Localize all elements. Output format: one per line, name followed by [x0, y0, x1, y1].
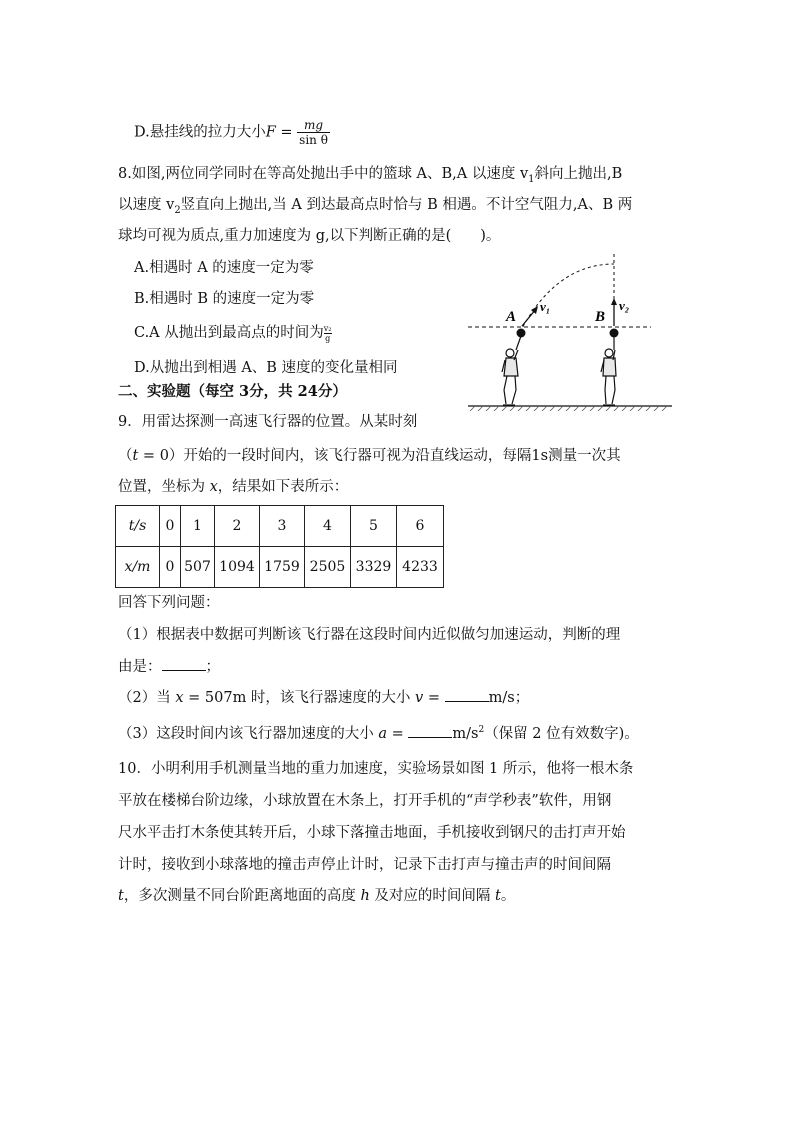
q8-stem-line1 — [118, 164, 622, 190]
q9-var-t: t — [132, 448, 139, 464]
q9-sub2 — [118, 687, 529, 708]
q9-text: = 0）开始的一段时间内，该飞行器可视为沿直线运动，每隔1s测量一次其 — [138, 448, 621, 464]
q9-sub1-end: ； — [205, 659, 220, 675]
q10-line3: 尺水平击打木条使其转开后，小球下落撞击地面，手机接收到钢尺的击打声开始 — [118, 825, 626, 841]
table-cell: 0 — [160, 547, 181, 588]
label-a: A — [506, 309, 517, 325]
q8-option-a: A.相遇时 A 的速度一定为零 — [134, 260, 314, 276]
q9-line2 — [118, 446, 621, 466]
q8-option-c-numerator: v₂ — [323, 323, 332, 333]
table-cell: 1094 — [215, 547, 260, 588]
q10-line2: 平放在楼梯台阶边缘，小球放置在木条上，打开手机的“声学秒表”软件，用钢 — [118, 793, 612, 809]
q8-stem-text: 8.如图,两位同学同时在等高处抛出手中的篮球 A、B,A 以速度 v — [118, 166, 529, 182]
q10-text: ，多次测量不同台阶距离地面的高度 — [123, 888, 361, 904]
q9-sub1-line1: （1）根据表中数据可判断该飞行器在这段时间内近似做匀加速运动，判断的理 — [118, 627, 621, 643]
q8-v2-subscript: 2 — [174, 204, 181, 216]
q8-option-c-text: C.A 从抛出到最高点的时间为 — [134, 325, 324, 341]
q7-option-d-var: F — [265, 124, 276, 141]
q8-option-c — [134, 323, 332, 343]
q9-sub2-text: = 507m 时，该飞行器速度的大小 — [183, 690, 416, 706]
table-cell: 3 — [260, 506, 305, 547]
table-cell: 507 — [181, 547, 215, 588]
label-v2: v₂ — [619, 298, 630, 313]
person-b-figure — [601, 336, 616, 405]
table-cell: 5 — [351, 506, 397, 547]
q9-sub1-text: 由是： — [118, 659, 162, 675]
answer-blank-2[interactable] — [445, 687, 489, 702]
q9-line3 — [118, 477, 348, 497]
q8-stem-line3: 球均可视为质点,重力加速度为 g,以下判断正确的是( )。 — [118, 228, 501, 244]
table-cell: 3329 — [351, 547, 397, 588]
table-cell: 0 — [160, 506, 181, 547]
table-row — [116, 506, 444, 547]
q9-sub1-line2 — [118, 656, 220, 677]
q9-sub3-var-a: a — [378, 725, 387, 742]
q9-answer-intro: 回答下列问题： — [118, 595, 220, 611]
q10-var-t: t — [495, 888, 501, 904]
q9-sub3-exponent: 2 — [478, 725, 485, 735]
q8-stem-text: 以速度 v — [118, 197, 175, 213]
table-cell: 6 — [397, 506, 444, 547]
answer-blank-3[interactable] — [408, 723, 452, 738]
q9-sub3-unit: m/s — [452, 725, 479, 742]
q10-line4: 计时，接收到小球落地的撞击声停止计时，记录下击打声与撞击声的时间间隔 — [118, 857, 611, 873]
q9-sub2-var-x: x — [175, 690, 184, 706]
label-v1: v₁ — [540, 299, 551, 314]
table-row — [116, 547, 444, 588]
q7-option-d-eq: = — [275, 124, 298, 141]
q9-sub3-eq: = — [387, 725, 409, 742]
q7-fraction-numerator: mg — [297, 118, 330, 133]
q7-option-d-fraction — [297, 118, 330, 147]
q7-fraction-denominator: sin θ — [299, 133, 328, 147]
q8-option-c-fraction — [324, 324, 332, 343]
table-cell: 4233 — [397, 547, 444, 588]
q10-line1: 10．小明利用手机测量当地的重力加速度，实验场景如图 1 所示，他将一根木条 — [118, 761, 634, 777]
q9-text: （ — [118, 448, 133, 464]
label-b: B — [595, 309, 606, 325]
table-cell: 2505 — [305, 547, 351, 588]
v2-arrowhead — [611, 298, 617, 305]
q8-option-b: B.相遇时 B 的速度一定为零 — [134, 291, 315, 307]
q9-data-table — [115, 505, 444, 588]
q9-sub2-text: （2）当 — [118, 690, 176, 706]
table-cell: 1759 — [260, 547, 305, 588]
q10-line5 — [118, 886, 515, 906]
q10-end: 。 — [500, 888, 516, 904]
table-header-x: x/m — [116, 547, 160, 588]
q9-sub3-text: （3）这段时间内该飞行器加速度的大小 — [118, 725, 379, 742]
q8-stem-line2 — [118, 195, 632, 221]
q8-figure — [466, 254, 686, 414]
q9-var-x: x — [209, 479, 218, 495]
q8-stem-text: 竖直向上抛出,当 A 到达最高点时恰与 B 相遇。不计空气阻力,A、B 两 — [180, 197, 633, 213]
q9-text: 位置，坐标为 — [118, 479, 210, 495]
q8-option-d: D.从抛出到相遇 A、B 速度的变化量相同 — [134, 360, 398, 376]
q9-sub3 — [118, 720, 639, 744]
q9-sub2-var-v: v — [415, 690, 424, 706]
q7-option-d-text: D.悬挂线的拉力大小 — [134, 124, 266, 141]
q7-option-d — [134, 118, 330, 147]
table-cell: 2 — [215, 506, 260, 547]
table-cell: 4 — [305, 506, 351, 547]
q10-var-t: t — [118, 888, 124, 904]
q9-sub2-unit: m/s； — [488, 690, 530, 706]
q8-stem-tail: 斜向上抛出,B — [534, 166, 623, 182]
table-header-t: t/s — [116, 506, 160, 547]
q9-text: ，结果如下表所示： — [217, 479, 349, 495]
q10-var-h: h — [360, 888, 370, 904]
person-a-figure — [502, 336, 521, 405]
q8-option-c-denominator: g — [325, 333, 331, 343]
answer-blank-1[interactable] — [162, 656, 206, 671]
q9-sub2-eq: = — [423, 690, 445, 706]
ground-hatching — [470, 406, 667, 411]
q10-text: 及对应的时间间隔 — [369, 888, 495, 904]
q9-sub3-tail: （保留 2 位有效数字)。 — [484, 725, 639, 742]
table-cell: 1 — [181, 506, 215, 547]
q9-line1: 9．用雷达探测一高速飞行器的位置。从某时刻 — [118, 414, 418, 430]
section-2-heading: 二、实验题（每空 3分，共 24分） — [118, 383, 347, 400]
q8-v1-subscript: 1 — [528, 173, 535, 185]
